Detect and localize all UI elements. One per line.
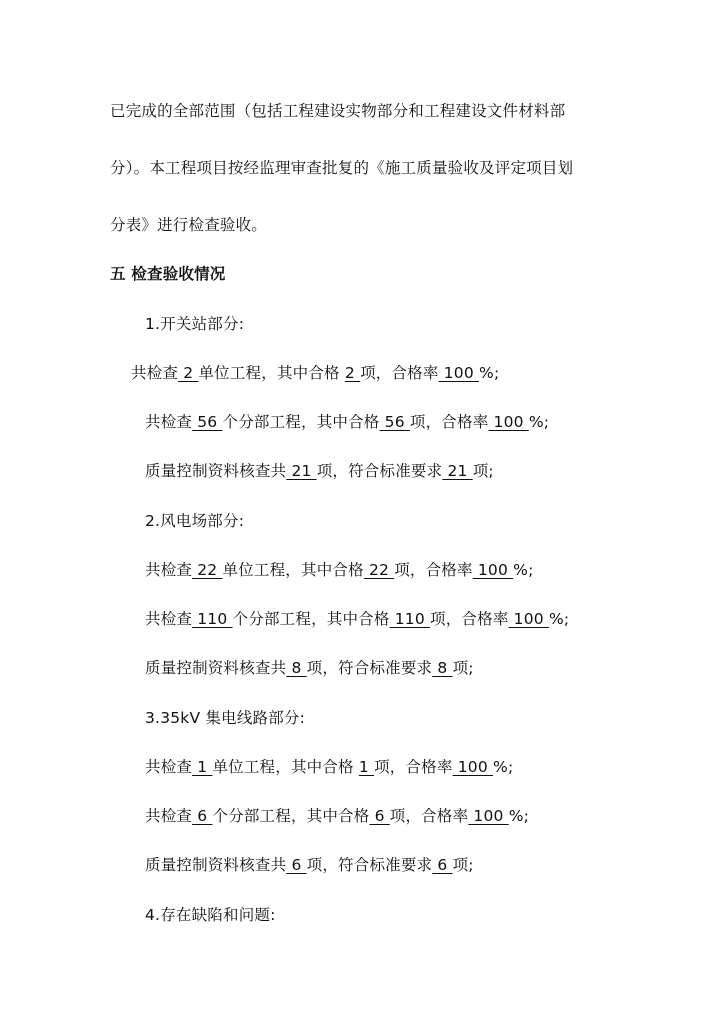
switch-station-docs-line [145, 459, 494, 481]
pass-rate: 100 [468, 807, 509, 825]
text-part: %; [528, 413, 550, 431]
text-part: 单位工程，其中合格 [222, 561, 364, 579]
collector-line-unit-line [145, 755, 513, 777]
pass-count: 22 [363, 561, 395, 579]
paragraph-line-1: 已完成的全部范围（包括工程建设实物部分和工程建设文件材料部 [110, 102, 566, 120]
unit-count: 2 [178, 364, 199, 382]
docs-count: 21 [286, 462, 317, 480]
text-part: 个分部工程，其中合格 [232, 610, 390, 628]
text-part: 个分部工程，其中合格 [212, 807, 370, 825]
pass-count: 110 [389, 610, 431, 628]
text-part: 项，符合标准要求 [306, 856, 433, 874]
pass-rate: 100 [488, 413, 529, 431]
docs-count: 8 [286, 659, 307, 677]
text-part: 项，合格率 [430, 610, 509, 628]
collector-line-sub-line [145, 804, 529, 826]
text-part: 质量控制资料核查共 [145, 462, 287, 480]
unit-count: 22 [192, 561, 223, 579]
text-part: 项，合格率 [409, 413, 489, 431]
wind-farm-docs-line [145, 656, 474, 678]
text-part: 项; [452, 856, 474, 874]
pass-count: 56 [379, 413, 410, 431]
docs-pass-count: 8 [432, 659, 453, 677]
text-part: 项，合格率 [360, 364, 439, 382]
docs-pass-count: 21 [442, 462, 473, 480]
text-part: 共检查 [145, 561, 193, 579]
text-part: 项，合格率 [374, 758, 453, 776]
wind-farm-unit-line [145, 558, 534, 580]
sub-count: 6 [192, 807, 213, 825]
text-part: 单位工程，其中合格 [212, 758, 359, 776]
text-part: 项，符合标准要求 [306, 659, 433, 677]
wind-farm-sub-line [145, 607, 569, 629]
switch-station-title: 1.开关站部分: [145, 315, 245, 333]
text-part: 共检查 [145, 610, 193, 628]
text-part: 单位工程，其中合格 [198, 364, 345, 382]
text-part: %; [493, 758, 514, 776]
wind-farm-title: 2.风电场部分: [145, 512, 245, 530]
text-part: 项，符合标准要求 [316, 462, 443, 480]
sub-count: 56 [192, 413, 223, 431]
text-part: %; [508, 807, 530, 825]
issues-title: 4.存在缺陷和问题: [145, 906, 276, 924]
collector-line-docs-line [145, 853, 474, 875]
text-part: 质量控制资料核查共 [145, 856, 287, 874]
pass-count: 1 [358, 758, 375, 776]
pass-rate: 100 [452, 758, 494, 776]
text-part: %; [549, 610, 570, 628]
paragraph-line-3: 分表》进行检查验收。 [110, 216, 268, 234]
text-part: %; [479, 364, 500, 382]
pass-count: 6 [369, 807, 390, 825]
text-part: 共检查 [131, 364, 179, 382]
text-part: 项，合格率 [394, 561, 473, 579]
text-part: 项; [452, 659, 474, 677]
collector-line-title: 3.35kV 集电线路部分: [145, 709, 306, 727]
pass-count: 2 [344, 364, 361, 382]
switch-station-unit-line [131, 361, 499, 383]
text-part: 质量控制资料核查共 [145, 659, 287, 677]
pass-rate: 100 [472, 561, 514, 579]
unit-count: 1 [192, 758, 213, 776]
text-part: 共检查 [145, 758, 193, 776]
docs-count: 6 [286, 856, 307, 874]
text-part: %; [513, 561, 534, 579]
section-title: 五 检查验收情况 [110, 265, 226, 283]
text-part: 共检查 [145, 413, 193, 431]
docs-pass-count: 6 [432, 856, 453, 874]
switch-station-sub-line [145, 410, 549, 432]
text-part: 项; [472, 462, 494, 480]
sub-count: 110 [192, 610, 233, 628]
pass-rate: 100 [508, 610, 549, 628]
text-part: 项，合格率 [389, 807, 469, 825]
text-part: 共检查 [145, 807, 193, 825]
text-part: 个分部工程，其中合格 [222, 413, 380, 431]
paragraph-line-2: 分）。本工程项目按经监理审查批复的《施工质量验收及评定项目划 [110, 159, 574, 177]
pass-rate: 100 [438, 364, 480, 382]
